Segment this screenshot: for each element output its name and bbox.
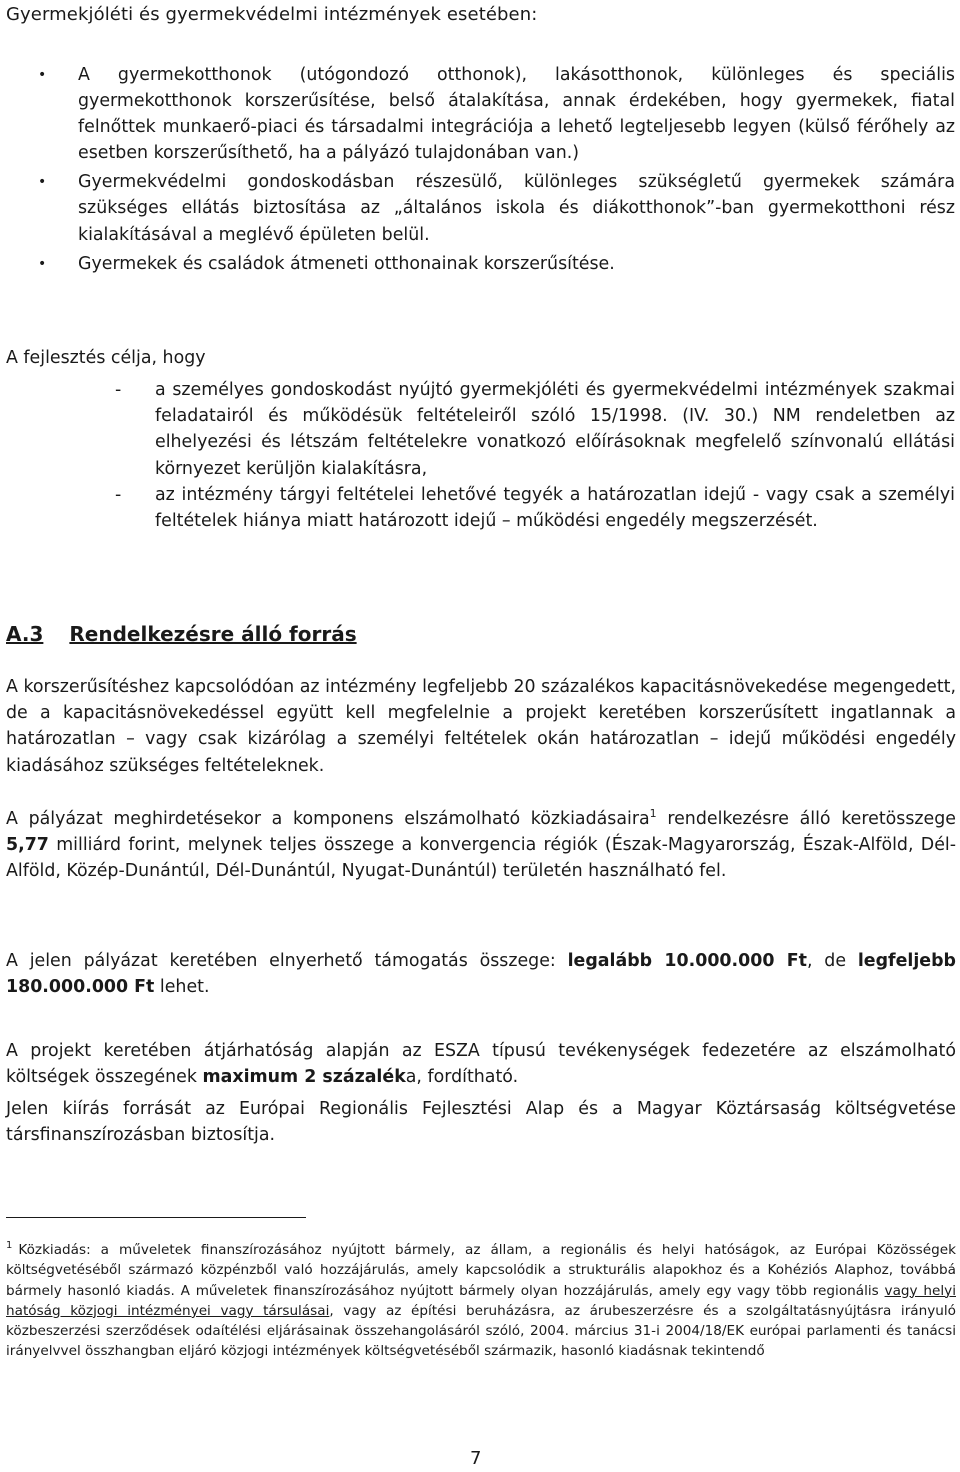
paragraph-grant-amount	[6, 948, 956, 1000]
bullet-list	[0, 62, 960, 277]
goal-intro: A fejlesztés célja, hogy	[6, 348, 206, 368]
paragraph-esza	[6, 1038, 956, 1090]
footnote-mark: 1	[6, 1240, 13, 1252]
section-title	[6, 622, 357, 646]
footnote-text: , vagy az építési beruházásra, az árubeszerzésre és a szolgáltatásnyújtásra irányuló közbeszerzési szerződések odaítélési eljárásainak összehangolásáról szóló, 2004. március 31-i 2004/18/EK európai parlamenti és tanácsi irányelvvel összhangban eljáró közjogi intézmények költségvetéséből származik, hasonló kiadásnak tekintendő	[6, 1302, 956, 1360]
min-amount: legalább 10.000.000 Ft	[567, 951, 807, 971]
paragraph-capacity: A korszerűsítéshez kapcsolódóan az intézmény legfeljebb 20 százalékos kapacitásnövekedése megengedett, de a kapacitásnövekedéssel együtt kell megfelelnie a projekt keretében korszerűsített ingatlannak a határozatlan – vagy csak kizárólag a személyi feltételek okán határozatlan – idejű működési engedély kiadásához szükséges feltételeknek.	[6, 677, 956, 776]
goal-item	[0, 377, 960, 482]
goal-item	[0, 482, 960, 534]
dash-marker: -	[115, 380, 122, 400]
bullet-item: • Gyermekek és családok átmeneti otthonainak korszerűsítése.	[0, 251, 960, 277]
text-span: lehet.	[154, 977, 210, 998]
footnote	[6, 1240, 956, 1362]
bullet-item: • A gyermekotthonok (utógondozó otthonok), lakásotthonok, különleges és speciális gyermekotthonok korszerűsítése, belső átalakítása, annak érdekében, hogy gyermekek, fiatal felnőttek munkaerő-piaci és társadalmi integrációja a lehető legteljesebb legyen (külső férőhely az esetben korszerűsíthető, ha a pályázó tulajdonában van.)	[0, 62, 960, 166]
text-span: A jelen pályázat keretében elnyerhető támogatás összege:	[6, 951, 568, 971]
section-number: A.3	[6, 622, 44, 646]
paragraph-funding-source: Jelen kiírás forrását az Európai Regionális Fejlesztési Alap és a Magyar Köztársaság költségvetése társfinanszírozásban biztosítja.	[6, 1099, 956, 1146]
footnote-reference[interactable]: 1	[649, 807, 657, 821]
dash-marker: -	[115, 484, 122, 505]
footnote-divider	[6, 1217, 306, 1218]
text-span: milliárd forint, melynek teljes összege a konvergencia régiók (Észak-Magyarország, Észak-Alföld, Dél-Alföld, Közép-Dunántúl, Dél-Dunántúl, Nyugat-Dunántúl) területén használható fel.	[6, 835, 956, 882]
section-heading: Gyermekjóléti és gyermekvédelmi intézmények esetében:	[6, 4, 538, 25]
footnote-text: Közkiadás: a műveletek finanszírozásához nyújtott bármely, az állam, a regionális és helyi hatóságok, az Európai Közösségek költségvetéséből származó közpénzből való hozzájárulás, amely kapcsolódik a strukturális alapokhoz és a Kohéziós Alaphoz, továbbá bármely hasonló kiadás. A műveletek finanszírozásához nyújtott bármely olyan hozzájárulás, amely egy vagy több regionális	[6, 1242, 956, 1299]
text-span: a, fordítható.	[405, 1067, 519, 1088]
page-number: 7	[470, 1448, 482, 1469]
text-span: A projekt keretében átjárhatóság alapján az ESZA típusú tevékenységek fedezetére az elszámolható költségek összegének	[6, 1041, 956, 1088]
bullet-item: • Gyermekvédelmi gondoskodásban részesülő, különleges szükségletű gyermekek számára szükséges ellátás biztosítása az „általános iskola és diákotthonok”-ban gyermekotthoni rész kialakításával a meglévő épületen belül.	[0, 169, 960, 247]
goal-text: a személyes gondoskodást nyújtó gyermekjóléti és gyermekvédelmi intézmények szakmai feladatairól és működésük feltételeiről szóló 15/1998. (IV. 30.) NM rendeletben az elhelyezési és létszám feltételekre vonatkozó előírásoknak megfelelő színvonalú ellátási környezet kerüljön kialakításra,	[155, 380, 955, 479]
text-span: , de	[806, 951, 858, 971]
budget-amount: 5,77	[6, 835, 49, 856]
max-amount: legfeljebb 180.000.000 Ft	[6, 951, 956, 998]
footnote-underlined-text: vagy helyi hatóság közjogi intézményei vagy társulásai	[6, 1282, 956, 1319]
text-span: A pályázat meghirdetésekor a komponens elszámolható közkiadásaira	[6, 809, 650, 829]
text-span: rendelkezésre álló keretösszege	[656, 809, 956, 829]
section-title-text: Rendelkezésre álló forrás	[69, 622, 357, 646]
paragraph-budget	[6, 806, 956, 885]
goal-list	[0, 377, 960, 534]
max-percent: maximum 2 százalék	[202, 1067, 406, 1088]
goal-text: az intézmény tárgyi feltételei lehetővé tegyék a határozatlan idejű - vagy csak a személyi feltételek hiánya miatt határozott idejű – működési engedély megszerzését.	[155, 484, 955, 532]
